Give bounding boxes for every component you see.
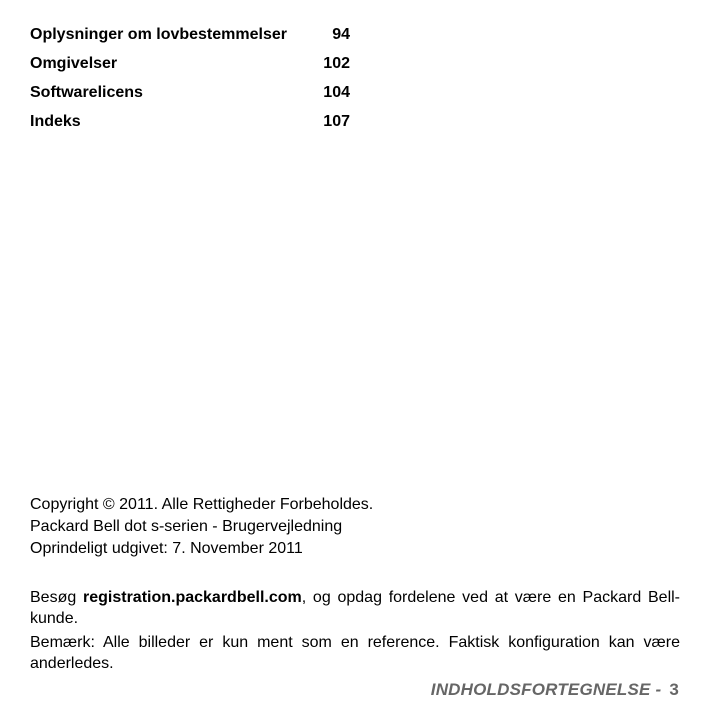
toc-entry-title: Indeks bbox=[30, 113, 81, 130]
footer-page-number: 3 bbox=[669, 680, 679, 699]
toc-entry-title: Oplysninger om lovbestemmelser bbox=[30, 26, 287, 43]
toc-entry-page: 107 bbox=[323, 113, 350, 130]
imprint-block bbox=[30, 494, 680, 560]
registration-link[interactable]: registration.packardbell.com bbox=[83, 589, 302, 606]
toc-entry-title: Omgivelser bbox=[30, 55, 118, 72]
toc-entry[interactable] bbox=[30, 112, 350, 141]
footer-section-title: INDHOLDSFORTEGNELSE - bbox=[430, 680, 662, 699]
visit-paragraph bbox=[30, 587, 680, 629]
toc-entry-page: 104 bbox=[323, 84, 350, 101]
copyright-text: Copyright © 2011. Alle Rettigheder Forbeholdes. bbox=[30, 496, 374, 513]
notes-block bbox=[30, 587, 680, 677]
visit-suffix: , og opdag fordelene ved at være en Packard Bell-kunde. bbox=[30, 589, 681, 627]
toc-entry-page: 94 bbox=[332, 26, 350, 43]
page-footer bbox=[431, 680, 679, 700]
toc-entry-page: 102 bbox=[323, 55, 350, 72]
toc-entry-title: Softwarelicens bbox=[30, 84, 143, 101]
table-of-contents bbox=[30, 25, 350, 141]
remark-paragraph: Bemærk: Alle billeder er kun ment som en reference. Faktisk konfiguration kan være anderledes. bbox=[30, 634, 680, 672]
toc-entry[interactable] bbox=[30, 54, 350, 83]
publication-date: Oprindeligt udgivet: 7. November 2011 bbox=[30, 540, 303, 557]
toc-entry[interactable] bbox=[30, 83, 350, 112]
product-title: Packard Bell dot s-serien - Brugervejledning bbox=[30, 518, 343, 535]
toc-entry[interactable] bbox=[30, 25, 350, 54]
visit-prefix: Besøg bbox=[30, 589, 83, 606]
